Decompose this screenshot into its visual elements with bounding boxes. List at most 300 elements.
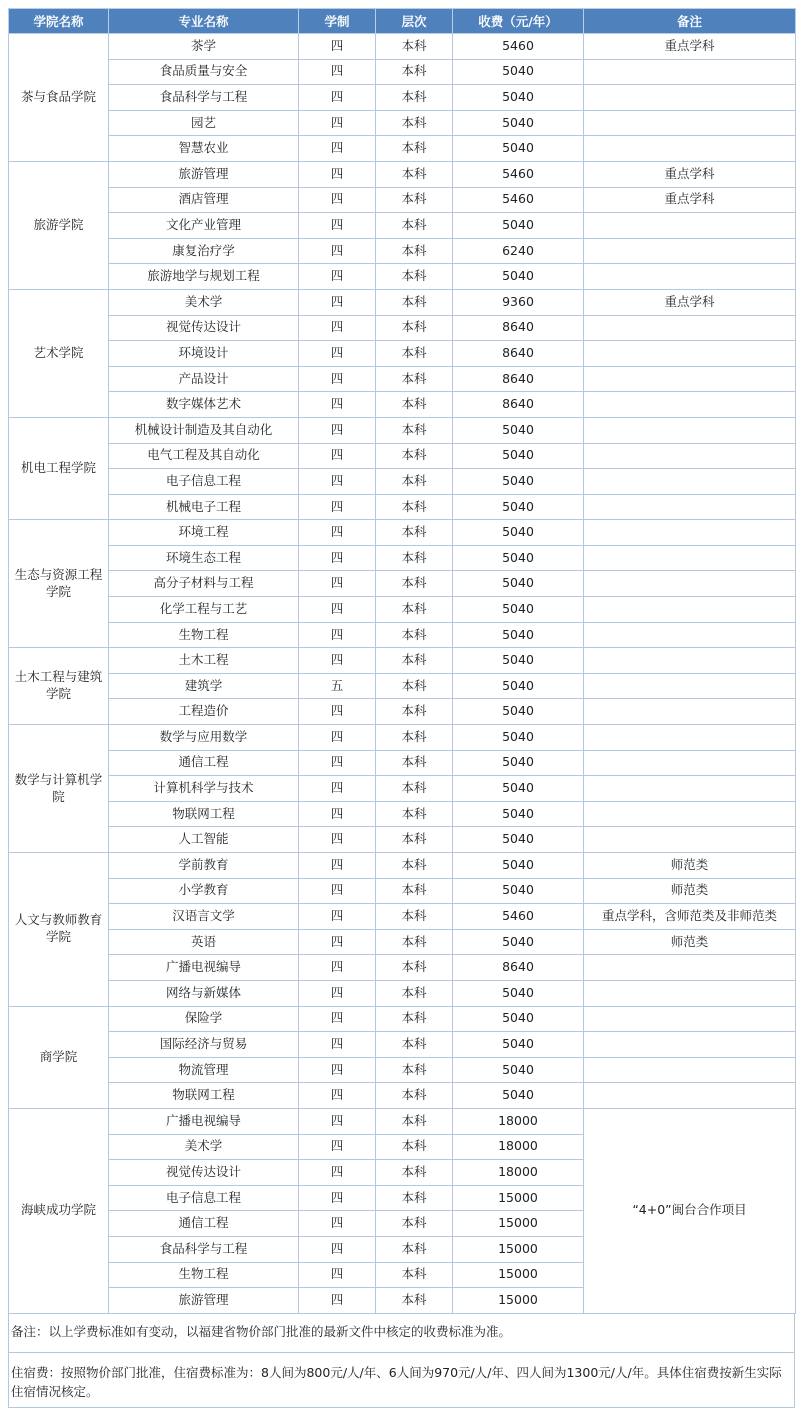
table-row [9,1032,796,1058]
fee-cell: 5040 [453,853,584,879]
remark-cell [584,648,796,674]
degree-level-cell: 本科 [376,34,453,60]
study-years-cell: 四 [299,59,376,85]
fee-cell: 5040 [453,264,584,290]
study-years-cell: 四 [299,1057,376,1083]
study-years-cell: 四 [299,699,376,725]
study-years-cell: 四 [299,827,376,853]
table-row [9,264,796,290]
degree-level-cell: 本科 [376,59,453,85]
table-row [9,699,796,725]
study-years-cell: 四 [299,366,376,392]
major-name-cell: 广播电视编导 [109,955,299,981]
header-level: 层次 [376,9,453,34]
major-name-cell: 土木工程 [109,648,299,674]
study-years-cell: 四 [299,213,376,239]
remark-cell [584,520,796,546]
major-name-cell: 计算机科学与技术 [109,776,299,802]
table-row [9,520,796,546]
fee-cell: 5460 [453,161,584,187]
remark-cell [584,110,796,136]
fee-cell: 5040 [453,929,584,955]
remark-cell: 重点学科 [584,187,796,213]
degree-level-cell: 本科 [376,110,453,136]
major-name-cell: 高分子材料与工程 [109,571,299,597]
study-years-cell: 四 [299,878,376,904]
fee-sheet [8,8,795,1408]
degree-level-cell: 本科 [376,341,453,367]
fee-cell: 8640 [453,392,584,418]
degree-level-cell: 本科 [376,776,453,802]
tuition-note: 备注：以上学费标准如有变动，以福建省物价部门批准的最新文件中核定的收费标准为准。 [9,1314,794,1353]
remark-cell [584,136,796,162]
study-years-cell: 四 [299,801,376,827]
table-row [9,34,796,60]
degree-level-cell: 本科 [376,264,453,290]
remark-cell [584,238,796,264]
fee-cell: 5040 [453,494,584,520]
table-row [9,289,796,315]
remark-cell: 重点学科 [584,161,796,187]
major-name-cell: 人工智能 [109,827,299,853]
remark-cell [584,750,796,776]
major-name-cell: 网络与新媒体 [109,980,299,1006]
fee-cell: 5040 [453,597,584,623]
degree-level-cell: 本科 [376,1185,453,1211]
major-name-cell: 通信工程 [109,750,299,776]
study-years-cell: 四 [299,289,376,315]
fee-cell: 5040 [453,571,584,597]
remark-cell: 重点学科 [584,289,796,315]
study-years-cell: 四 [299,392,376,418]
fee-cell: 5040 [453,980,584,1006]
table-row [9,443,796,469]
table-row [9,366,796,392]
table-row [9,1057,796,1083]
fee-cell: 5040 [453,1006,584,1032]
degree-level-cell: 本科 [376,315,453,341]
degree-level-cell: 本科 [376,1134,453,1160]
degree-level-cell: 本科 [376,853,453,879]
remark-cell [584,366,796,392]
header-remark: 备注 [584,9,796,34]
fee-cell: 8640 [453,366,584,392]
major-name-cell: 旅游地学与规划工程 [109,264,299,290]
study-years-cell: 四 [299,1134,376,1160]
major-name-cell: 美术学 [109,1134,299,1160]
degree-level-cell: 本科 [376,750,453,776]
college-name-cell: 机电工程学院 [9,417,109,519]
table-row [9,110,796,136]
major-name-cell: 通信工程 [109,1211,299,1237]
table-row [9,469,796,495]
fee-cell: 5040 [453,469,584,495]
fee-cell: 5040 [453,1057,584,1083]
remark-cell: 重点学科 [584,34,796,60]
study-years-cell: 四 [299,1032,376,1058]
table-row [9,417,796,443]
fee-cell: 5040 [453,827,584,853]
table-row [9,213,796,239]
remark-cell: 重点学科，含师范类及非师范类 [584,904,796,930]
major-name-cell: 环境设计 [109,341,299,367]
header-college: 学院名称 [9,9,109,34]
remark-cell: 师范类 [584,853,796,879]
header-fee: 收费（元/年） [453,9,584,34]
table-body [9,34,796,1314]
major-name-cell: 汉语言文学 [109,904,299,930]
degree-level-cell: 本科 [376,904,453,930]
degree-level-cell: 本科 [376,801,453,827]
fee-cell: 5040 [453,673,584,699]
fee-cell: 5040 [453,213,584,239]
accommodation-note: 住宿费：按照物价部门批准，住宿费标准为：8人间为800元/人/年、6人间为970元/人/年、四人间为1300元/人/年。具体住宿费按新生实际住宿情况核定。 [11,1364,782,1400]
major-name-cell: 产品设计 [109,366,299,392]
remark-cell [584,1032,796,1058]
college-name-cell: 茶与食品学院 [9,34,109,162]
major-name-cell: 食品科学与工程 [109,1236,299,1262]
remark-cell [584,571,796,597]
study-years-cell: 四 [299,494,376,520]
degree-level-cell: 本科 [376,1057,453,1083]
fee-cell: 5040 [453,648,584,674]
remark-cell [584,315,796,341]
fee-cell: 5040 [453,1032,584,1058]
remark-cell [584,392,796,418]
degree-level-cell: 本科 [376,1262,453,1288]
remark-cell [584,443,796,469]
table-header-row [9,9,796,34]
remark-cell [584,264,796,290]
remark-cell [584,1006,796,1032]
major-name-cell: 酒店管理 [109,187,299,213]
degree-level-cell: 本科 [376,1032,453,1058]
remark-cell [584,341,796,367]
major-name-cell: 文化产业管理 [109,213,299,239]
table-row [9,980,796,1006]
fee-cell: 5040 [453,520,584,546]
table-row [9,648,796,674]
major-name-cell: 视觉传达设计 [109,1160,299,1186]
remark-cell: 师范类 [584,878,796,904]
remark-cell [584,59,796,85]
degree-level-cell: 本科 [376,494,453,520]
table-row [9,827,796,853]
fee-cell: 15000 [453,1211,584,1237]
degree-level-cell: 本科 [376,136,453,162]
study-years-cell: 四 [299,187,376,213]
fee-cell: 5040 [453,622,584,648]
major-name-cell: 茶学 [109,34,299,60]
fee-cell: 18000 [453,1134,584,1160]
study-years-cell: 四 [299,1262,376,1288]
fee-cell: 5040 [453,545,584,571]
fee-cell: 15000 [453,1262,584,1288]
header-years: 学制 [299,9,376,34]
remark-cell [584,827,796,853]
remark-cell [584,545,796,571]
degree-level-cell: 本科 [376,929,453,955]
fee-cell: 5040 [453,878,584,904]
study-years-cell: 四 [299,955,376,981]
degree-level-cell: 本科 [376,955,453,981]
fee-cell: 15000 [453,1185,584,1211]
degree-level-cell: 本科 [376,648,453,674]
fee-cell: 5040 [453,110,584,136]
major-name-cell: 生物工程 [109,1262,299,1288]
degree-level-cell: 本科 [376,392,453,418]
table-row [9,392,796,418]
remark-cell [584,1083,796,1109]
table-row [9,494,796,520]
study-years-cell: 四 [299,725,376,751]
fee-cell: 5040 [453,1083,584,1109]
fee-cell: 5460 [453,187,584,213]
major-name-cell: 物流管理 [109,1057,299,1083]
major-name-cell: 食品质量与安全 [109,59,299,85]
major-name-cell: 英语 [109,929,299,955]
degree-level-cell: 本科 [376,1083,453,1109]
degree-level-cell: 本科 [376,673,453,699]
degree-level-cell: 本科 [376,878,453,904]
table-row [9,750,796,776]
degree-level-cell: 本科 [376,1108,453,1134]
major-name-cell: 学前教育 [109,853,299,879]
fee-cell: 5040 [453,443,584,469]
major-name-cell: 数学与应用数学 [109,725,299,751]
degree-level-cell: 本科 [376,1288,453,1314]
major-name-cell: 物联网工程 [109,1083,299,1109]
college-name-cell: 商学院 [9,1006,109,1108]
table-row [9,725,796,751]
study-years-cell: 四 [299,110,376,136]
fee-cell: 5040 [453,725,584,751]
study-years-cell: 四 [299,1236,376,1262]
study-years-cell: 四 [299,161,376,187]
table-row [9,59,796,85]
major-name-cell: 物联网工程 [109,801,299,827]
college-name-cell: 旅游学院 [9,161,109,289]
major-name-cell: 园艺 [109,110,299,136]
degree-level-cell: 本科 [376,366,453,392]
notes-section [8,1314,795,1408]
remark-cell [584,776,796,802]
table-row [9,238,796,264]
fee-cell: 9360 [453,289,584,315]
fee-cell: 18000 [453,1108,584,1134]
major-name-cell: 食品科学与工程 [109,85,299,111]
table-row [9,1006,796,1032]
fee-cell: 5040 [453,417,584,443]
table-row [9,1108,796,1134]
fee-cell: 5040 [453,801,584,827]
study-years-cell: 四 [299,1185,376,1211]
remark-cell [584,213,796,239]
major-name-cell: 电气工程及其自动化 [109,443,299,469]
degree-level-cell: 本科 [376,213,453,239]
fee-cell: 15000 [453,1236,584,1262]
major-name-cell: 建筑学 [109,673,299,699]
major-name-cell: 保险学 [109,1006,299,1032]
table-row [9,673,796,699]
degree-level-cell: 本科 [376,980,453,1006]
remark-cell [584,1057,796,1083]
remark-cell [584,417,796,443]
remark-cell [584,673,796,699]
college-name-cell: 生态与资源工程学院 [9,520,109,648]
study-years-cell: 四 [299,85,376,111]
study-years-cell: 四 [299,776,376,802]
fee-cell: 6240 [453,238,584,264]
study-years-cell: 四 [299,1006,376,1032]
degree-level-cell: 本科 [376,187,453,213]
major-name-cell: 视觉传达设计 [109,315,299,341]
fee-cell: 5040 [453,59,584,85]
degree-level-cell: 本科 [376,571,453,597]
table-row [9,853,796,879]
study-years-cell: 四 [299,1160,376,1186]
study-years-cell: 四 [299,904,376,930]
major-name-cell: 电子信息工程 [109,469,299,495]
study-years-cell: 四 [299,1083,376,1109]
table-row [9,315,796,341]
degree-level-cell: 本科 [376,1006,453,1032]
table-row [9,1083,796,1109]
major-name-cell: 国际经济与贸易 [109,1032,299,1058]
table-row [9,136,796,162]
degree-level-cell: 本科 [376,699,453,725]
college-name-cell: 海峡成功学院 [9,1108,109,1313]
study-years-cell: 四 [299,136,376,162]
fee-cell: 5040 [453,136,584,162]
degree-level-cell: 本科 [376,469,453,495]
study-years-cell: 四 [299,238,376,264]
degree-level-cell: 本科 [376,289,453,315]
major-name-cell: 环境生态工程 [109,545,299,571]
fee-cell: 15000 [453,1288,584,1314]
study-years-cell: 四 [299,1211,376,1237]
major-name-cell: 数字媒体艺术 [109,392,299,418]
major-name-cell: 小学教育 [109,878,299,904]
study-years-cell: 四 [299,1108,376,1134]
study-years-cell: 四 [299,571,376,597]
remark-cell [584,955,796,981]
fee-cell: 18000 [453,1160,584,1186]
major-name-cell: 旅游管理 [109,1288,299,1314]
remark-cell [584,699,796,725]
major-name-cell: 工程造价 [109,699,299,725]
study-years-cell: 四 [299,750,376,776]
major-name-cell: 广播电视编导 [109,1108,299,1134]
degree-level-cell: 本科 [376,520,453,546]
remark-cell [584,725,796,751]
major-name-cell: 美术学 [109,289,299,315]
major-name-cell: 化学工程与工艺 [109,597,299,623]
study-years-cell: 四 [299,341,376,367]
major-name-cell: 环境工程 [109,520,299,546]
fee-cell: 5040 [453,750,584,776]
degree-level-cell: 本科 [376,85,453,111]
degree-level-cell: 本科 [376,827,453,853]
major-name-cell: 智慧农业 [109,136,299,162]
table-row [9,622,796,648]
table-row [9,597,796,623]
degree-level-cell: 本科 [376,1160,453,1186]
fee-cell: 5460 [453,34,584,60]
study-years-cell: 四 [299,597,376,623]
study-years-cell: 四 [299,443,376,469]
fee-cell: 5040 [453,776,584,802]
table-row [9,776,796,802]
remark-cell [584,597,796,623]
major-name-cell: 生物工程 [109,622,299,648]
study-years-cell: 四 [299,520,376,546]
degree-level-cell: 本科 [376,622,453,648]
degree-level-cell: 本科 [376,725,453,751]
study-years-cell: 四 [299,1288,376,1314]
table-row [9,341,796,367]
table-row [9,904,796,930]
study-years-cell: 五 [299,673,376,699]
degree-level-cell: 本科 [376,545,453,571]
fee-cell: 8640 [453,955,584,981]
study-years-cell: 四 [299,417,376,443]
study-years-cell: 四 [299,34,376,60]
study-years-cell: 四 [299,545,376,571]
remark-cell [584,85,796,111]
tuition-table [8,8,796,1314]
study-years-cell: 四 [299,264,376,290]
degree-level-cell: 本科 [376,417,453,443]
degree-level-cell: 本科 [376,1236,453,1262]
college-name-cell: 人文与教师教育学院 [9,853,109,1007]
study-years-cell: 四 [299,648,376,674]
major-name-cell: 机械电子工程 [109,494,299,520]
college-name-cell: 艺术学院 [9,289,109,417]
college-name-cell: 土木工程与建筑学院 [9,648,109,725]
remark-cell [584,801,796,827]
fee-cell: 5040 [453,699,584,725]
table-row [9,545,796,571]
degree-level-cell: 本科 [376,597,453,623]
major-name-cell: 康复治疗学 [109,238,299,264]
group-remark-cell: “4+0”闽台合作项目 [584,1108,796,1313]
remark-cell [584,469,796,495]
table-row [9,571,796,597]
study-years-cell: 四 [299,315,376,341]
degree-level-cell: 本科 [376,443,453,469]
major-name-cell: 旅游管理 [109,161,299,187]
remark-cell [584,622,796,648]
fee-cell: 8640 [453,341,584,367]
study-years-cell: 四 [299,622,376,648]
degree-level-cell: 本科 [376,1211,453,1237]
remark-cell: 师范类 [584,929,796,955]
table-row [9,801,796,827]
table-row [9,161,796,187]
fee-cell: 5460 [453,904,584,930]
degree-level-cell: 本科 [376,238,453,264]
major-name-cell: 电子信息工程 [109,1185,299,1211]
degree-level-cell: 本科 [376,161,453,187]
study-years-cell: 四 [299,853,376,879]
table-row [9,929,796,955]
table-row [9,878,796,904]
header-major: 专业名称 [109,9,299,34]
major-name-cell: 机械设计制造及其自动化 [109,417,299,443]
table-row [9,85,796,111]
study-years-cell: 四 [299,469,376,495]
